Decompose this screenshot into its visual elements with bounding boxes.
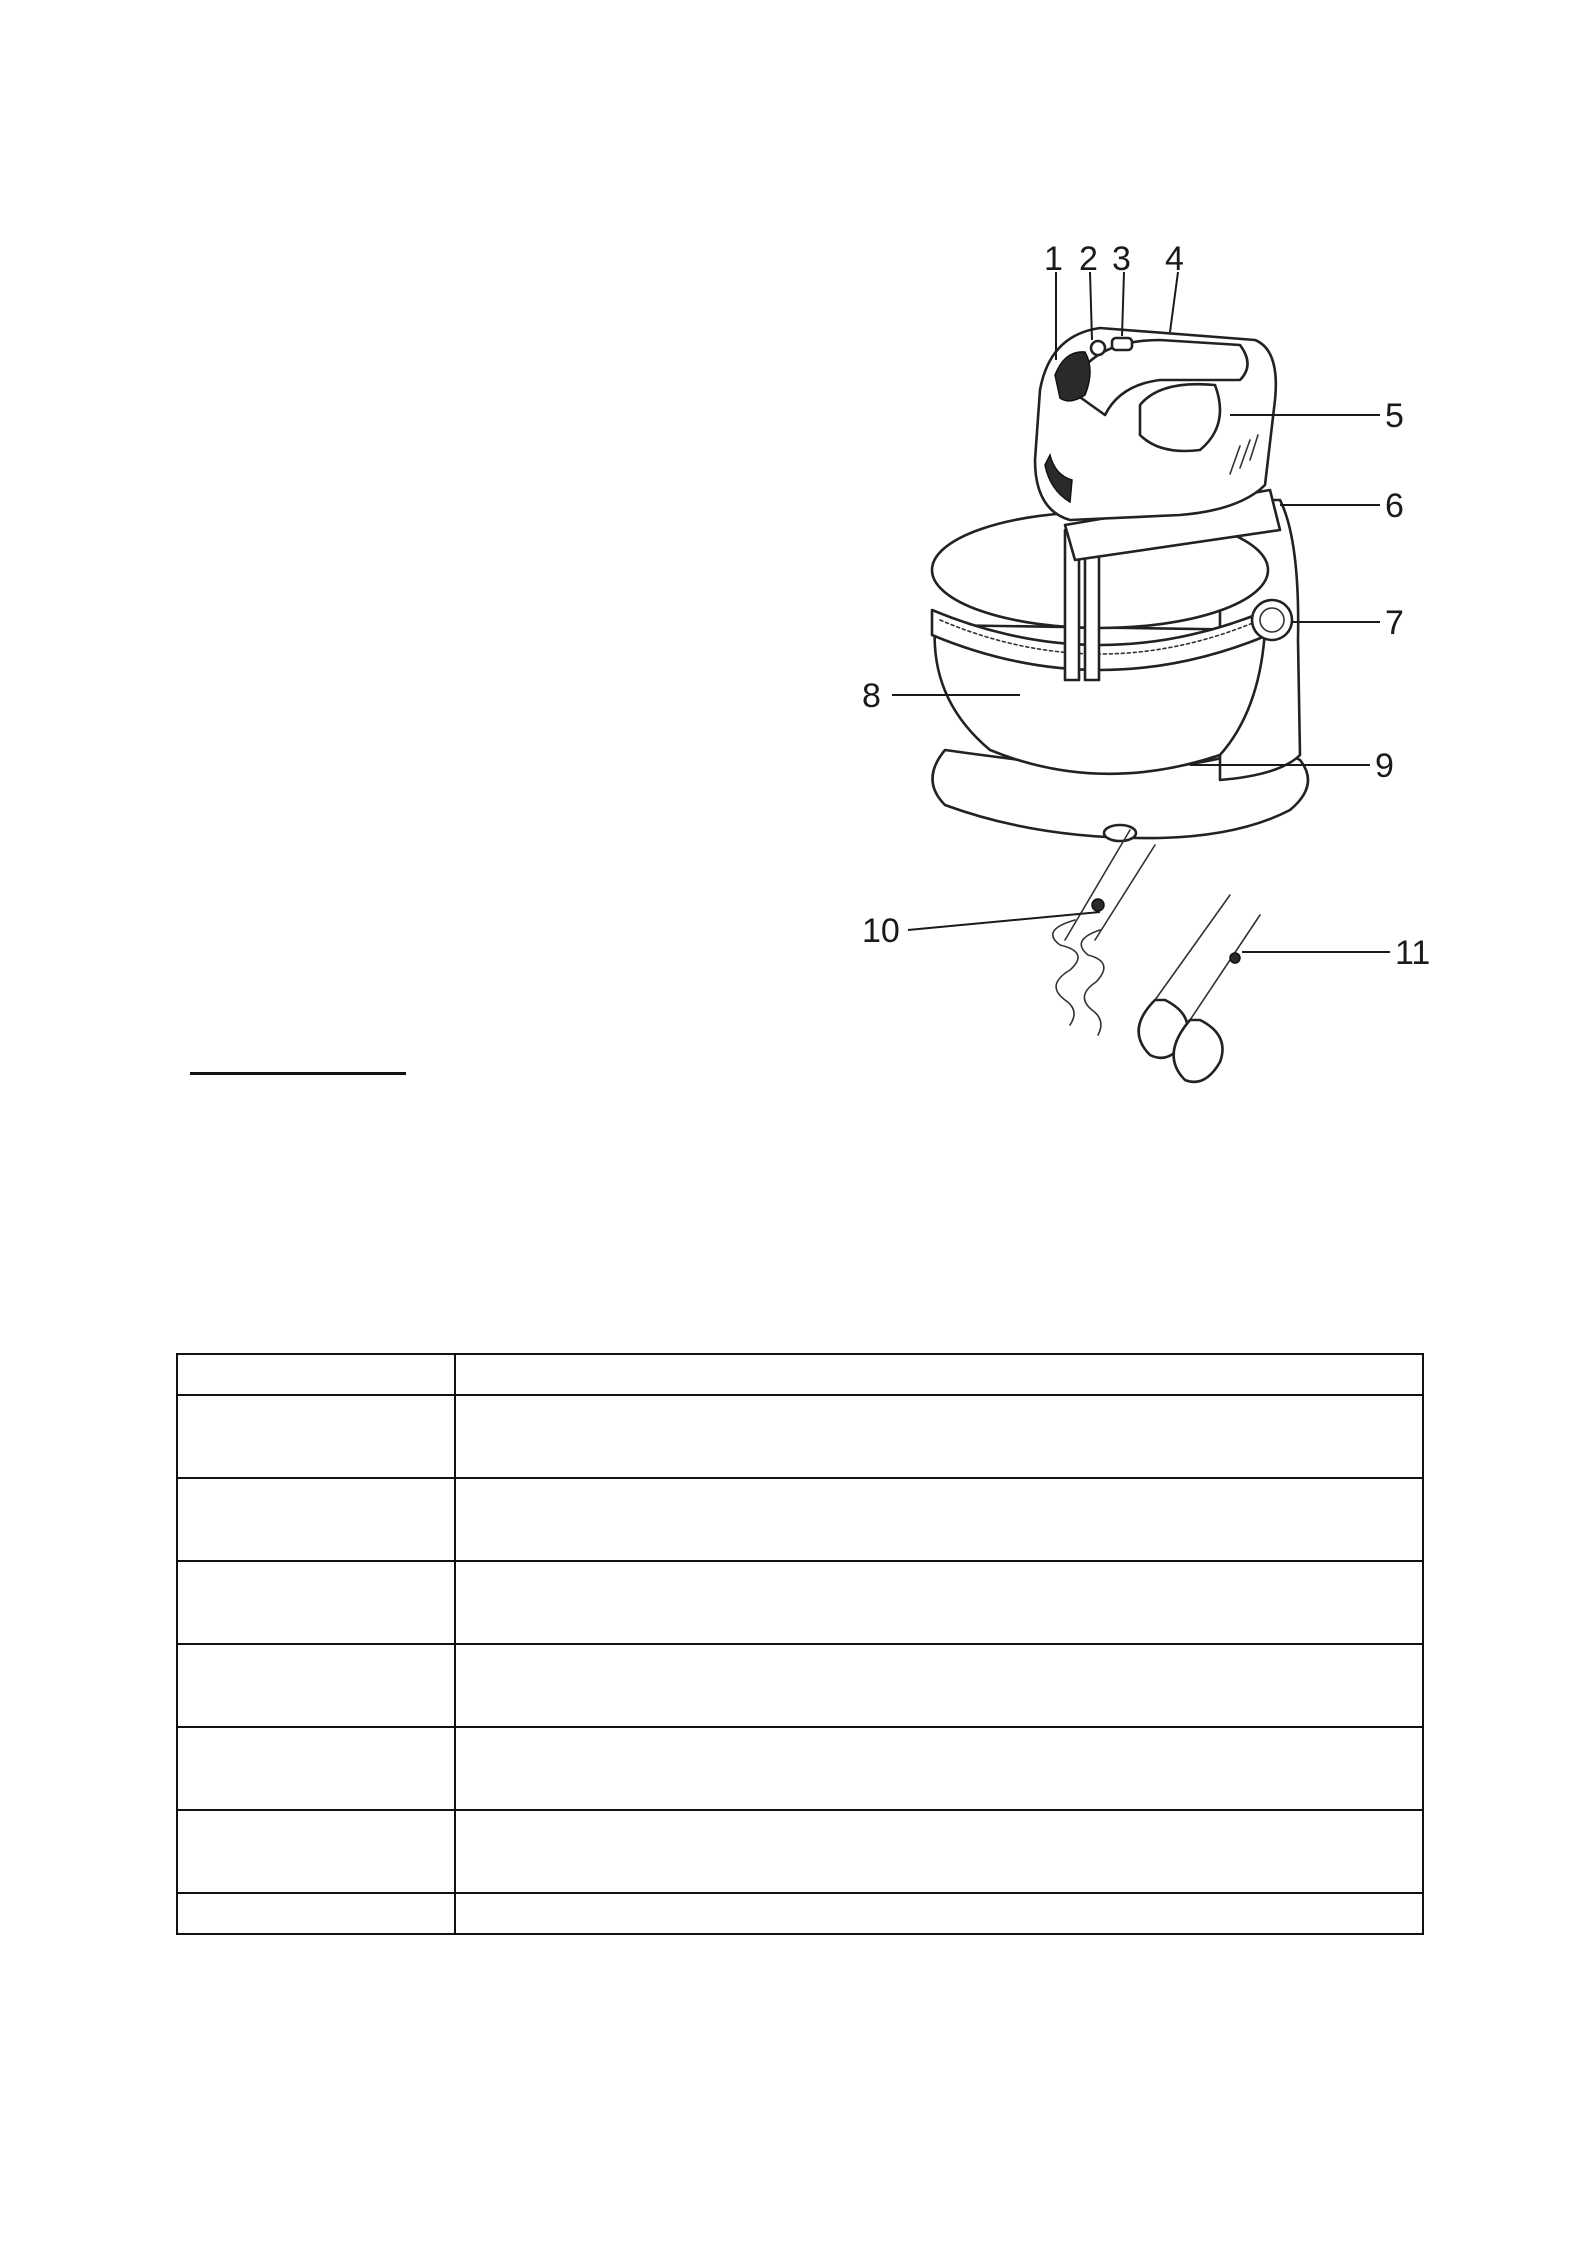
stand-mixer-illustration	[860, 240, 1460, 1100]
specification-table	[176, 1353, 1424, 1935]
table-row	[177, 1727, 1423, 1810]
callout-2: 2	[1079, 240, 1098, 278]
callout-5: 5	[1385, 397, 1404, 435]
callout-9: 9	[1375, 747, 1394, 785]
table-cell-value	[455, 1810, 1423, 1893]
eject-button	[1091, 341, 1105, 355]
table-cell-label	[177, 1644, 455, 1727]
callout-4: 4	[1165, 240, 1184, 278]
handle-grip-recess	[1140, 384, 1220, 451]
table-row	[177, 1810, 1423, 1893]
table-cell-label	[177, 1810, 455, 1893]
whisk-beaters	[1139, 895, 1260, 1082]
section-heading-underline	[190, 1072, 406, 1075]
callout-10: 10	[862, 912, 900, 950]
table-row	[177, 1893, 1423, 1934]
table-cell-value	[455, 1561, 1423, 1644]
table-cell-label	[177, 1727, 455, 1810]
callout-3: 3	[1112, 240, 1131, 278]
callout-7: 7	[1385, 604, 1404, 642]
table-row	[177, 1395, 1423, 1478]
table-cell-value	[455, 1644, 1423, 1727]
table-cell-value	[455, 1727, 1423, 1810]
table-cell-label	[177, 1354, 455, 1395]
table-cell-value	[455, 1395, 1423, 1478]
table-cell-value	[455, 1354, 1423, 1395]
callout-11: 11	[1395, 934, 1431, 972]
table-cell-label	[177, 1395, 455, 1478]
table-cell-label	[177, 1893, 455, 1934]
table-cell-value	[455, 1893, 1423, 1934]
table-cell-label	[177, 1561, 455, 1644]
callout-8: 8	[862, 677, 881, 715]
base-foot	[1104, 825, 1136, 841]
table-cell-value	[455, 1478, 1423, 1561]
table-row	[177, 1644, 1423, 1727]
table-row	[177, 1354, 1423, 1395]
turbo-button	[1112, 338, 1132, 350]
dough-hooks	[1053, 830, 1155, 1035]
stand-mixer-figure	[860, 240, 1460, 1100]
table-cell-label	[177, 1478, 455, 1561]
speed-selector-knob	[1252, 600, 1292, 640]
callout-1: 1	[1044, 240, 1063, 278]
callout-6: 6	[1385, 487, 1404, 525]
table-row	[177, 1561, 1423, 1644]
table-row	[177, 1478, 1423, 1561]
